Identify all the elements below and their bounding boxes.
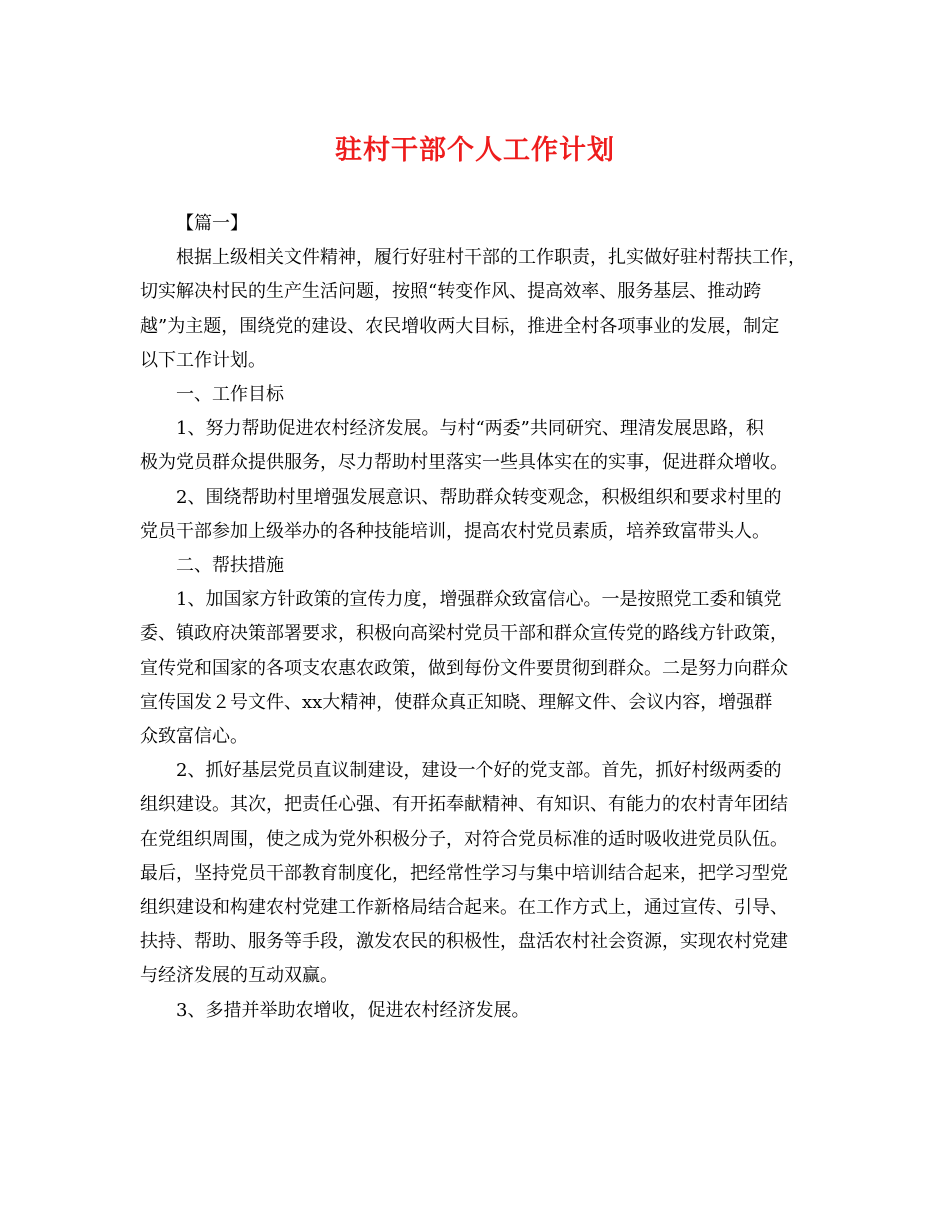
paragraph-line: 切实解决村民的生产生活问题，按照“转变作风、提高效率、服务基层、推动跨: [140, 281, 762, 303]
paragraph-line: 众致富信心。: [140, 726, 248, 748]
paragraph-line: 委、镇政府决策部署要求，积极向高梁村党员干部和群众宣传党的路线方针政策，: [140, 623, 788, 645]
paragraph-line: 组织建设。其次，把责任心强、有开拓奉献精神、有知识、有能力的农村青年团结: [140, 794, 788, 816]
paragraph-line: 宣传党和国家的各项支农惠农政策，做到每份文件要贯彻到群众。二是努力向群众: [140, 657, 788, 679]
paragraph-line: 2、围绕帮助村里增强发展意识、帮助群众转变观念，积极组织和要求村里的: [176, 486, 782, 508]
section-heading: 二、帮扶措施: [176, 555, 284, 577]
paragraph-line: 宣传国发２号文件、xx大精神，使群众真正知晓、理解文件、会议内容，增强群: [140, 691, 773, 713]
paragraph-line: 根据上级相关文件精神，履行好驻村干部的工作职责，扎实做好驻村帮扶工作，: [176, 247, 806, 269]
paragraph-line: 1、加国家方针政策的宣传力度，增强群众致富信心。一是按照党工委和镇党: [176, 589, 782, 611]
section-heading: 一、工作目标: [176, 384, 284, 406]
paragraph-line: 在党组织周围，使之成为党外积极分子，对符合党员标准的适时吸收进党员队伍。: [140, 828, 788, 850]
section-label: 【篇一】: [176, 213, 248, 234]
paragraph-line: 以下工作计划。: [140, 349, 266, 371]
paragraph-line: 最后，坚持党员干部教育制度化，把经常性学习与集中培训结合起来，把学习型党: [140, 862, 788, 884]
paragraph-line: 与经济发展的互动双赢。: [140, 965, 338, 987]
paragraph-line: 极为党员群众提供服务，尽力帮助村里落实一些具体实在的实事，促进群众增收。: [140, 452, 788, 474]
paragraph-line: 党员干部参加上级举办的各种技能培训，提高农村党员素质，培养致富带头人。: [140, 520, 770, 542]
paragraph-line: 3、多措并举助农增收，促进农村经济发展。: [176, 999, 530, 1021]
paragraph-line: 2、抓好基层党员直议制建设，建设一个好的党支部。首先，抓好村级两委的: [176, 760, 782, 782]
paragraph-line: 组织建设和构建农村党建工作新格局结合起来。在工作方式上，通过宣传、引导、: [140, 897, 788, 919]
document-title: 驻村干部个人工作计划: [335, 135, 615, 166]
document-body: [140, 207, 812, 1028]
paragraph-line: 扶持、帮助、服务等手段，激发农民的积极性，盘活农村社会资源，实现农村党建: [140, 931, 788, 953]
paragraph-line: 1、努力帮助促进农村经济发展。与村“两委”共同研究、理清发展思路，积: [176, 418, 764, 440]
paragraph-line: 越”为主题，围绕党的建设、农民增收两大目标，推进全村各项事业的发展，制定: [140, 315, 780, 337]
